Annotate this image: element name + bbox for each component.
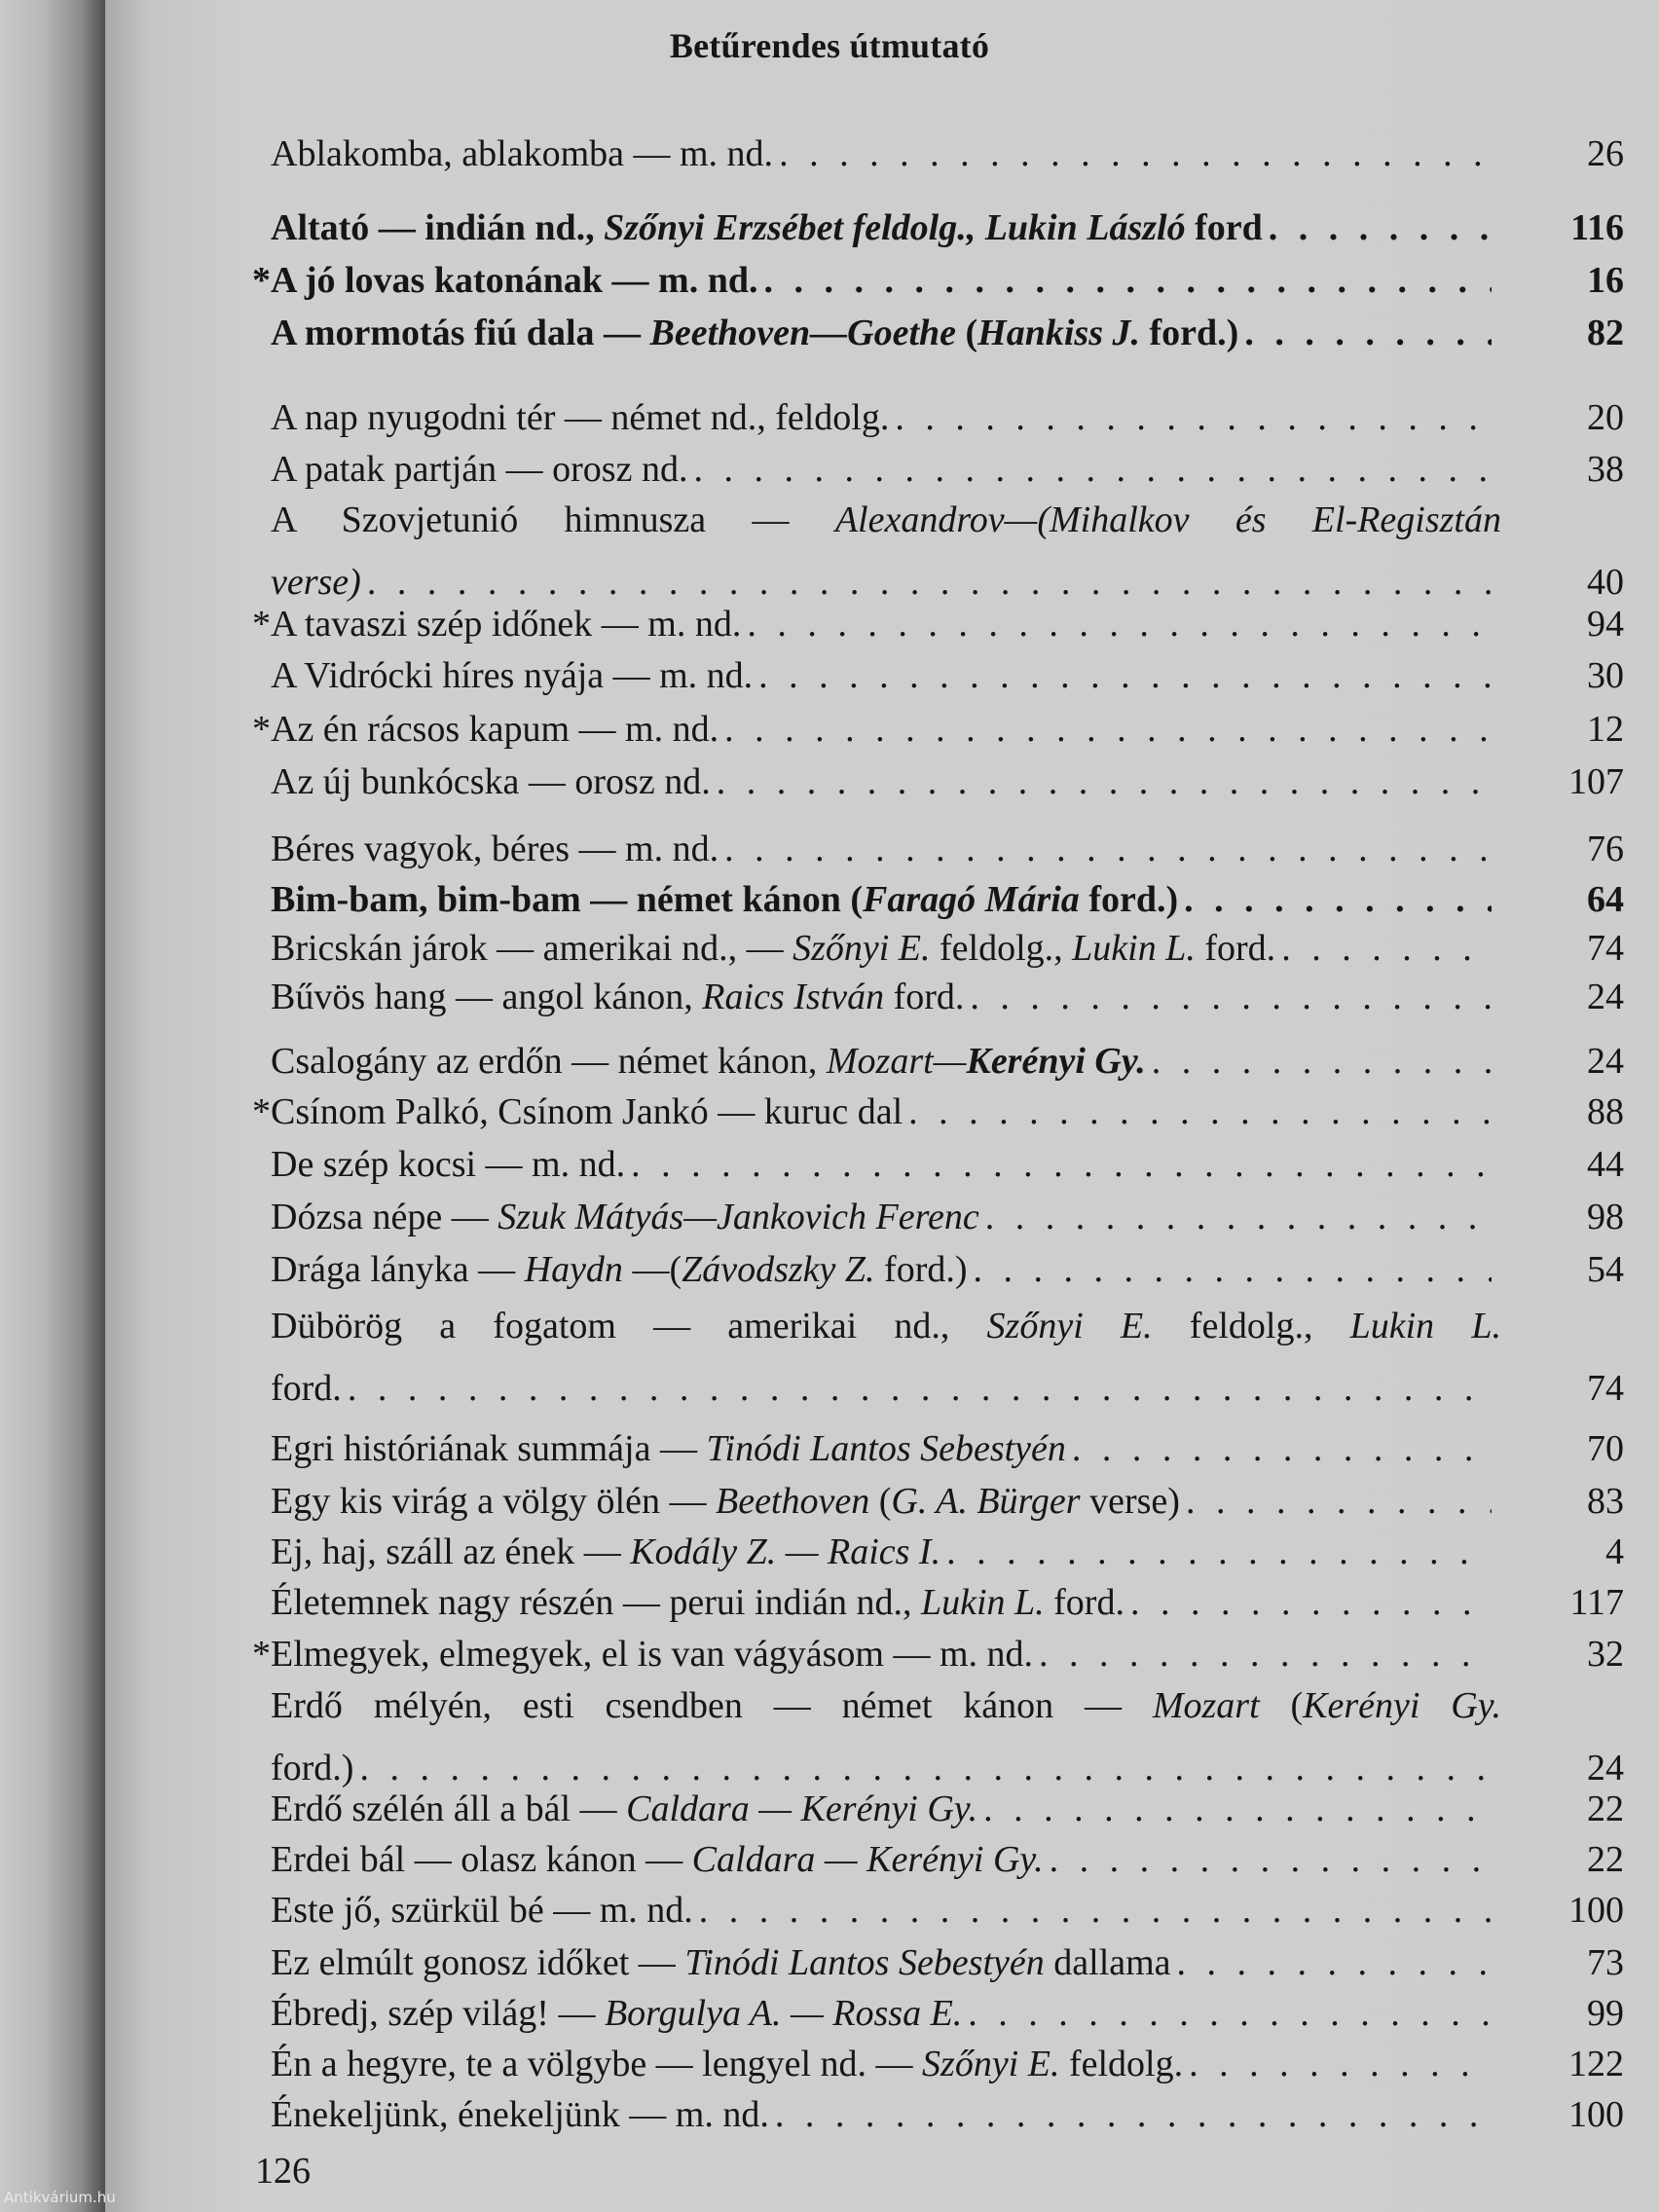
asterisk-marker: *	[252, 709, 271, 750]
entry-title	[271, 878, 1178, 921]
entry-text-segment: Dózsa népe —	[271, 1197, 498, 1237]
entry-title	[271, 1992, 962, 2035]
entry-text-segment: Énekeljünk, énekeljünk — m. nd.	[271, 2094, 769, 2135]
dot-leader	[763, 259, 1492, 302]
entry-text-segment: Beethoven	[715, 1481, 870, 1522]
entry-text-segment: ford.	[1195, 928, 1276, 969]
entry-text-segment: Alexandrov—(Mihalkov és El-Regisztán	[834, 499, 1501, 540]
entry-text-segment: Kerényi Gy.	[1303, 1685, 1501, 1726]
page-number: 126	[255, 2151, 311, 2192]
dot-leader	[693, 448, 1492, 491]
dot-leader	[968, 1992, 1492, 2035]
entry-text-segment: A nap nyugodni tér — német nd., feldolg.	[271, 397, 890, 438]
entry-text-segment: Egri históriának summája —	[271, 1428, 707, 1469]
dot-leader	[1244, 312, 1492, 354]
entry-title	[271, 1838, 1044, 1881]
entry-page-number: 74	[1587, 1368, 1624, 1409]
entry-page-number: 40	[1587, 562, 1624, 603]
asterisk-marker: *	[252, 604, 271, 645]
entry-text-segment: A mormotás fiú dala —	[271, 313, 650, 353]
entry-text-segment: ford.)	[1140, 313, 1239, 353]
entry-page-number: 24	[1587, 977, 1624, 1017]
entry-title-line	[271, 654, 1501, 697]
entry-text-segment: ford	[1185, 207, 1263, 248]
entry-title-line	[271, 1143, 1501, 1186]
entry-continuation-line	[271, 1367, 1501, 1410]
entry-text-segment: Szőnyi E.	[986, 1306, 1153, 1346]
dot-leader	[631, 1143, 1492, 1186]
entry-title	[271, 1788, 977, 1830]
entry-text-segment: Haydn	[524, 1249, 623, 1290]
entry-text-segment: Tinódi Lantos Sebestyén	[684, 1942, 1045, 1983]
entry-title	[271, 312, 1238, 354]
entry-title-line	[271, 1305, 1501, 1347]
dot-leader	[699, 1889, 1492, 1932]
dot-leader	[1039, 1633, 1492, 1676]
entry-text-segment: verse)	[271, 562, 361, 603]
entry-text-segment: Este jő, szürkül bé — m. nd.	[271, 1890, 693, 1931]
dot-leader	[747, 603, 1492, 645]
entry-title-line	[271, 259, 1501, 302]
entry-title-line	[271, 1684, 1501, 1727]
entry-title-line	[271, 1992, 1501, 2035]
entry-text-segment: Szőnyi Erzsébet feldolg., Lukin László	[604, 207, 1186, 248]
asterisk-marker: *	[252, 260, 271, 301]
dot-leader	[1177, 1941, 1492, 1984]
entry-page-number: 70	[1587, 1428, 1624, 1469]
entry-title-line	[271, 878, 1501, 921]
entry-page-number: 12	[1587, 709, 1624, 750]
entry-title-line	[271, 1838, 1501, 1881]
entry-text-segment: Lukin L.	[920, 1582, 1045, 1623]
entry-title	[271, 396, 889, 439]
entry-title-line	[271, 927, 1501, 970]
entry-title-line	[271, 2093, 1501, 2136]
dot-leader	[1269, 206, 1492, 249]
entry-title-line	[271, 396, 1501, 439]
entry-text-segment: Bim-bam, bim-bam — német kánon (	[271, 879, 864, 920]
dot-leader	[1130, 1581, 1492, 1624]
entry-title-line	[271, 1196, 1501, 1238]
entry-title	[271, 2043, 1183, 2085]
entry-title-continuation	[271, 561, 361, 604]
dot-leader	[717, 760, 1492, 803]
entry-text-segment: Borgulya A. — Rossa E.	[604, 1993, 963, 2034]
entry-text-segment: Ez elmúlt gonosz időket —	[271, 1942, 685, 1983]
entry-title	[271, 259, 757, 302]
dot-leader	[348, 1367, 1492, 1410]
dot-leader	[724, 828, 1492, 870]
entry-title-line	[271, 1480, 1501, 1523]
entry-title-line	[271, 132, 1501, 175]
entry-title-line	[271, 206, 1501, 249]
entry-title	[271, 1581, 1124, 1624]
entry-page-number: 4	[1605, 1531, 1624, 1572]
entry-text-segment: Dübörög a fogatom — amerikai nd.,	[271, 1306, 987, 1346]
entry-title	[271, 1040, 1146, 1083]
entry-page-number: 76	[1587, 829, 1624, 869]
entry-text-segment: Tinódi Lantos Sebestyén	[706, 1428, 1066, 1469]
entry-title	[271, 1889, 693, 1932]
entry-text-segment: Mozart	[1152, 1685, 1260, 1726]
dot-leader	[724, 708, 1492, 751]
entry-text-segment: Lukin L.	[1072, 928, 1196, 969]
dot-leader	[908, 1090, 1492, 1133]
entry-text-segment: Béres vagyok, béres — m. nd.	[271, 829, 719, 869]
dot-leader	[1189, 2043, 1492, 2085]
entry-text-segment: Bűvös hang — angol kánon,	[271, 977, 703, 1017]
entry-text-segment: Egy kis virág a völgy ölén —	[271, 1481, 716, 1522]
entry-page-number: 24	[1587, 1748, 1624, 1788]
entry-page-number: 24	[1587, 1041, 1624, 1082]
dot-leader	[1184, 878, 1492, 921]
entry-text-segment: Az új bunkócska — orosz nd.	[271, 761, 711, 802]
entry-title	[271, 132, 773, 175]
entry-text-segment: ford.)	[271, 1748, 354, 1788]
dot-leader	[779, 132, 1492, 175]
entry-text-segment: (	[1259, 1685, 1304, 1726]
entry-text-segment: verse)	[1080, 1481, 1180, 1522]
entry-page-number: 54	[1587, 1249, 1624, 1290]
entry-title	[271, 1305, 1501, 1347]
asterisk-marker: *	[252, 1634, 271, 1675]
dot-leader	[1281, 927, 1492, 970]
entry-text-segment: ford.	[884, 977, 965, 1017]
entry-page-number: 122	[1568, 2044, 1624, 2084]
running-header: Betűrendes útmutató	[669, 26, 990, 65]
entry-title	[271, 1143, 625, 1186]
entry-text-segment: Életemnek nagy részén — perui indián nd.,	[271, 1582, 921, 1623]
entry-title-line	[271, 2043, 1501, 2085]
entry-title	[271, 1196, 979, 1238]
entry-title	[271, 1480, 1180, 1523]
entry-title-continuation	[271, 1747, 353, 1789]
entry-title-line	[271, 1040, 1501, 1083]
entry-text-segment: Beethoven—Goethe	[649, 313, 957, 353]
entry-text-segment: Csínom Palkó, Csínom Jankó — kuruc dal	[271, 1091, 903, 1132]
entry-text-segment: Szuk Mátyás—Jankovich Ferenc	[498, 1197, 979, 1237]
entry-title-line	[271, 1530, 1501, 1573]
entry-text-segment: feldolg.	[1059, 2044, 1184, 2084]
entry-text-segment: (	[869, 1481, 892, 1522]
entry-text-segment: ford.	[271, 1368, 342, 1409]
dot-leader	[895, 396, 1492, 439]
entry-text-segment: ford.)	[1079, 879, 1179, 920]
entry-title	[271, 1941, 1171, 1984]
entry-title	[271, 2093, 769, 2136]
entry-title-line	[271, 312, 1501, 354]
dot-leader	[775, 2093, 1492, 2136]
entry-title	[271, 927, 1275, 970]
entry-title	[271, 603, 741, 645]
entry-text-segment: Erdő szélén áll a bál —	[271, 1788, 627, 1829]
entry-continuation-line	[271, 1747, 1501, 1789]
entry-title-line	[271, 448, 1501, 491]
entry-text-segment: feldolg.,	[1152, 1306, 1350, 1346]
entry-page-number: 100	[1568, 2094, 1624, 2135]
entry-text-segment: A jó lovas katonának — m. nd.	[271, 260, 758, 301]
entry-text-segment: G. A. Bürger	[891, 1481, 1081, 1522]
entry-text-segment: Csalogány az erdőn — német kánon,	[271, 1041, 827, 1082]
entry-page-number: 99	[1587, 1993, 1624, 2034]
entry-page-number: 26	[1587, 133, 1624, 174]
dot-leader	[1072, 1427, 1492, 1470]
dot-leader	[970, 976, 1492, 1018]
entry-text-segment: Ej, haj, száll az ének —	[271, 1531, 631, 1572]
entry-text-segment: Závodszky Z.	[682, 1249, 875, 1290]
entry-page-number: 64	[1587, 879, 1624, 920]
dot-leader	[1050, 1838, 1492, 1881]
entry-title-line	[271, 1788, 1501, 1830]
entry-title	[271, 206, 1263, 249]
entry-title-line	[271, 1248, 1501, 1291]
entry-title	[271, 760, 711, 803]
entry-page-number: 22	[1587, 1839, 1624, 1880]
entry-page-number: 94	[1587, 604, 1624, 645]
entry-text-segment: De szép kocsi — m. nd.	[271, 1144, 626, 1185]
entry-text-segment: A Szovjetunió himnusza —	[271, 499, 835, 540]
entry-text-segment: Lukin L.	[1349, 1306, 1501, 1346]
entry-text-segment: Faragó Mária	[863, 879, 1080, 920]
entry-page-number: 73	[1587, 1942, 1624, 1983]
entry-text-segment: Kerényi Gy.	[966, 1041, 1146, 1082]
entry-page-number: 116	[1570, 207, 1624, 248]
asterisk-marker: *	[252, 1091, 271, 1132]
entry-title	[271, 1530, 940, 1573]
entry-title-line	[271, 498, 1501, 541]
entry-text-segment: Szőnyi E.	[922, 2044, 1060, 2084]
entry-title-continuation	[271, 1367, 342, 1410]
entry-title	[271, 828, 719, 870]
entry-title-line	[271, 1633, 1501, 1676]
entry-text-segment: A Vidrócki híres nyája — m. nd.	[271, 655, 754, 696]
entry-page-number: 98	[1587, 1197, 1624, 1237]
entry-page-number: 88	[1587, 1091, 1624, 1132]
entry-text-segment: feldolg.,	[930, 928, 1073, 969]
entry-text-segment: Ablakomba, ablakomba — m. nd.	[271, 133, 774, 174]
entry-title-line	[271, 1941, 1501, 1984]
entry-text-segment: Raics István	[702, 977, 885, 1017]
entry-title-line	[271, 828, 1501, 870]
entry-page-number: 107	[1568, 761, 1624, 802]
dot-leader	[985, 1196, 1492, 1238]
entry-page-number: 22	[1587, 1788, 1624, 1829]
entry-text-segment: Erdő mélyén, esti csendben — német kánon —	[271, 1685, 1153, 1726]
entry-title	[271, 448, 687, 491]
entry-text-segment: (	[956, 313, 978, 353]
entry-text-segment: Altató — indián nd.,	[271, 207, 605, 248]
entry-title	[271, 1633, 1033, 1676]
entry-title	[271, 654, 753, 697]
dot-leader	[758, 654, 1492, 697]
entry-page-number: 44	[1587, 1144, 1624, 1185]
entry-title	[271, 976, 964, 1018]
entry-title	[271, 498, 1501, 541]
entry-page-number: 117	[1569, 1582, 1624, 1623]
entry-continuation-line	[271, 561, 1501, 604]
entry-title-line	[271, 603, 1501, 645]
entry-title	[271, 708, 719, 751]
entry-page-number: 74	[1587, 928, 1624, 969]
entry-text-segment: Az én rácsos kapum — m. nd.	[271, 709, 719, 750]
dot-leader	[974, 1248, 1492, 1291]
entry-text-segment: Elmegyek, elmegyek, el is van vágyásom — m. nd.	[271, 1634, 1034, 1675]
entry-title	[271, 1090, 903, 1133]
dot-leader	[983, 1788, 1492, 1830]
entry-text-segment: Caldara — Kerényi Gy.	[626, 1788, 978, 1829]
entry-text-segment: A patak partján — orosz nd.	[271, 449, 688, 490]
dot-leader	[367, 561, 1492, 604]
entry-text-segment: Drága lányka —	[271, 1249, 525, 1290]
entry-text-segment: Mozart—	[826, 1041, 967, 1082]
entry-title-line	[271, 1427, 1501, 1470]
entry-text-segment: dallama	[1044, 1942, 1171, 1983]
entry-text-segment: Ébredj, szép világ! —	[271, 1993, 605, 2034]
dot-leader	[1186, 1480, 1492, 1523]
entry-title-line	[271, 1889, 1501, 1932]
entry-text-segment: A tavaszi szép időnek — m. nd.	[271, 604, 742, 645]
watermark-text: Antikvárium.hu	[4, 2189, 116, 2206]
entry-text-segment: Erdei bál — olasz kánon —	[271, 1839, 692, 1880]
entry-page-number: 38	[1587, 449, 1624, 490]
entry-title-line	[271, 760, 1501, 803]
entry-page-number: 16	[1587, 260, 1624, 301]
entry-title-line	[271, 976, 1501, 1018]
entry-title	[271, 1684, 1501, 1727]
entry-text-segment: Caldara — Kerényi Gy.	[691, 1839, 1044, 1880]
entry-title	[271, 1427, 1066, 1470]
dot-leader	[359, 1747, 1492, 1789]
entry-page-number: 30	[1587, 655, 1624, 696]
entry-title-line	[271, 708, 1501, 751]
entry-title	[271, 1248, 968, 1291]
entry-text-segment: ford.)	[874, 1249, 968, 1290]
entry-text-segment: Én a hegyre, te a völgybe — lengyel nd. —	[271, 2044, 923, 2084]
entry-page-number: 83	[1587, 1481, 1624, 1522]
entry-text-segment: Hankiss J.	[977, 313, 1140, 353]
entry-text-segment: ford.	[1044, 1582, 1124, 1623]
entry-page-number: 82	[1587, 313, 1624, 353]
entry-page-number: 100	[1568, 1890, 1624, 1931]
entry-text-segment: Szőnyi E.	[793, 928, 931, 969]
dot-leader	[946, 1530, 1492, 1573]
entry-text-segment: Bricskán járok — amerikai nd., —	[271, 928, 793, 969]
entry-title-line	[271, 1090, 1501, 1133]
entry-text-segment: —(	[622, 1249, 682, 1290]
entry-text-segment: Kodály Z. — Raics I.	[630, 1531, 941, 1572]
dot-leader	[1152, 1040, 1492, 1083]
entry-title-line	[271, 1581, 1501, 1624]
entry-page-number: 32	[1587, 1634, 1624, 1675]
entry-page-number: 20	[1587, 397, 1624, 438]
